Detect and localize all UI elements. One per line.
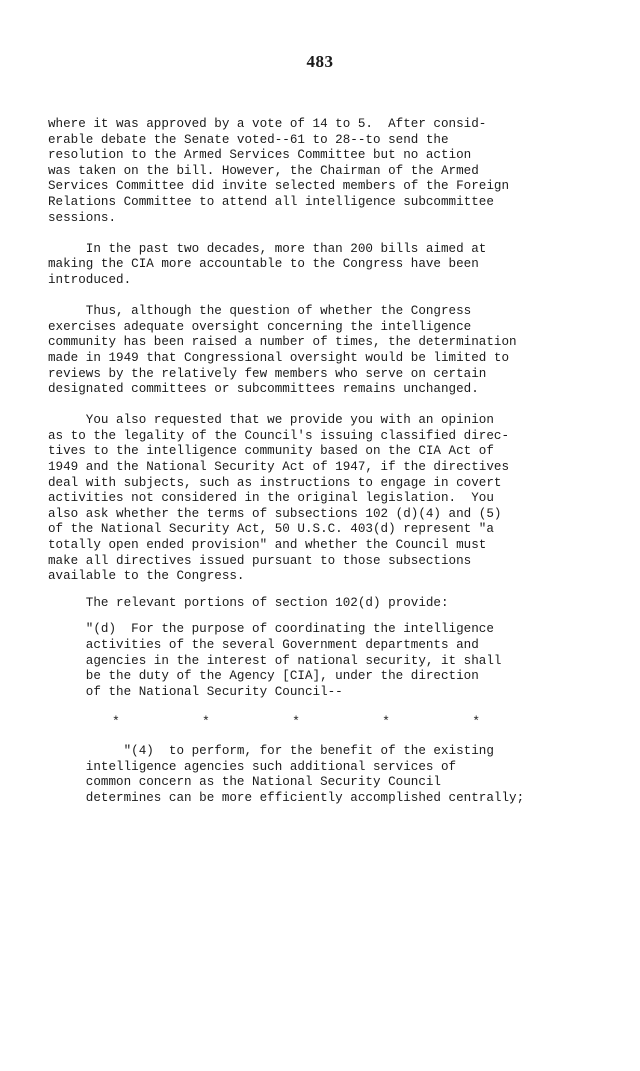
star: * — [202, 714, 210, 730]
text-line: In the past two decades, more than 200 bills aimed at — [48, 241, 487, 256]
text-line: reviews by the relatively few members who serve on certain — [48, 366, 487, 381]
text-line: resolution to the Armed Services Committee but no action — [48, 148, 472, 163]
text-line: intelligence agencies such additional services of — [48, 759, 457, 774]
text-line: activities of the several Government departments and — [48, 638, 479, 652]
text-line: make all directives issued pursuant to those subsections — [48, 553, 472, 568]
text-line: Relations Committee to attend all intelligence subcommittee — [48, 194, 494, 209]
text-line: agencies in the interest of national security, it shall — [48, 653, 502, 668]
paragraph-bills — [48, 242, 608, 289]
paragraph-senate-vote — [48, 117, 608, 226]
text-line: made in 1949 that Congressional oversight would be limited to — [48, 350, 510, 365]
star: * — [382, 714, 390, 730]
text-line: introduced. — [48, 272, 132, 287]
text-line: of the National Security Council-- — [48, 684, 343, 699]
quote-section-102d4 — [48, 744, 608, 806]
text-line: as to the legality of the Council's issuing classified direc- — [48, 428, 510, 443]
star: * — [472, 714, 480, 730]
paragraph-relevant-portions — [48, 596, 608, 612]
text-line: deal with subjects, such as instructions to engage in covert — [48, 475, 502, 490]
paragraph-oversight — [48, 304, 608, 398]
ellipsis-stars — [48, 714, 480, 730]
text-line: of the National Security Act, 50 U.S.C. 403(d) represent "a — [48, 522, 494, 537]
text-line: "(4) to perform, for the benefit of the existing — [48, 743, 494, 758]
quote-section-102d — [48, 622, 608, 700]
text-line: Services Committee did invite selected members of the Foreign — [48, 179, 510, 194]
page-number: 483 — [306, 52, 334, 71]
text-line: activities not considered in the original legislation. You — [48, 491, 494, 506]
text-line: erable debate the Senate voted--61 to 28--to send the — [48, 132, 449, 147]
text-line: The relevant portions of section 102(d) provide: — [48, 595, 449, 610]
text-line: totally open ended provision" and whether the Council must — [48, 538, 487, 553]
text-line: 1949 and the National Security Act of 1947, if the directives — [48, 460, 510, 475]
text-line: be the duty of the Agency [CIA], under the direction — [48, 669, 479, 684]
text-line: exercises adequate oversight concerning the intelligence — [48, 319, 472, 334]
star: * — [292, 714, 300, 730]
text-line: where it was approved by a vote of 14 to 5. After consid- — [48, 117, 487, 131]
text-line: community has been raised a number of times, the determination — [48, 335, 517, 350]
paragraph-legality-request — [48, 413, 608, 585]
star: * — [112, 714, 120, 730]
text-line: sessions. — [48, 210, 117, 225]
text-line: available to the Congress. — [48, 569, 245, 584]
text-line: You also requested that we provide you with an opinion — [48, 413, 494, 428]
text-line: making the CIA more accountable to the Congress have been — [48, 257, 479, 272]
text-line: Thus, although the question of whether the Congress — [48, 304, 472, 319]
text-line: also ask whether the terms of subsections 102 (d)(4) and (5) — [48, 506, 502, 521]
document-body — [48, 117, 608, 806]
text-line: was taken on the bill. However, the Chairman of the Armed — [48, 163, 479, 178]
text-line: tives to the intelligence community based on the CIA Act of — [48, 444, 494, 459]
text-line: "(d) For the purpose of coordinating the intelligence — [48, 622, 494, 637]
text-line: determines can be more efficiently accomplished centrally; — [48, 790, 525, 805]
text-line: common concern as the National Security Council — [48, 775, 441, 790]
text-line: designated committees or subcommittees remains unchanged. — [48, 382, 479, 397]
